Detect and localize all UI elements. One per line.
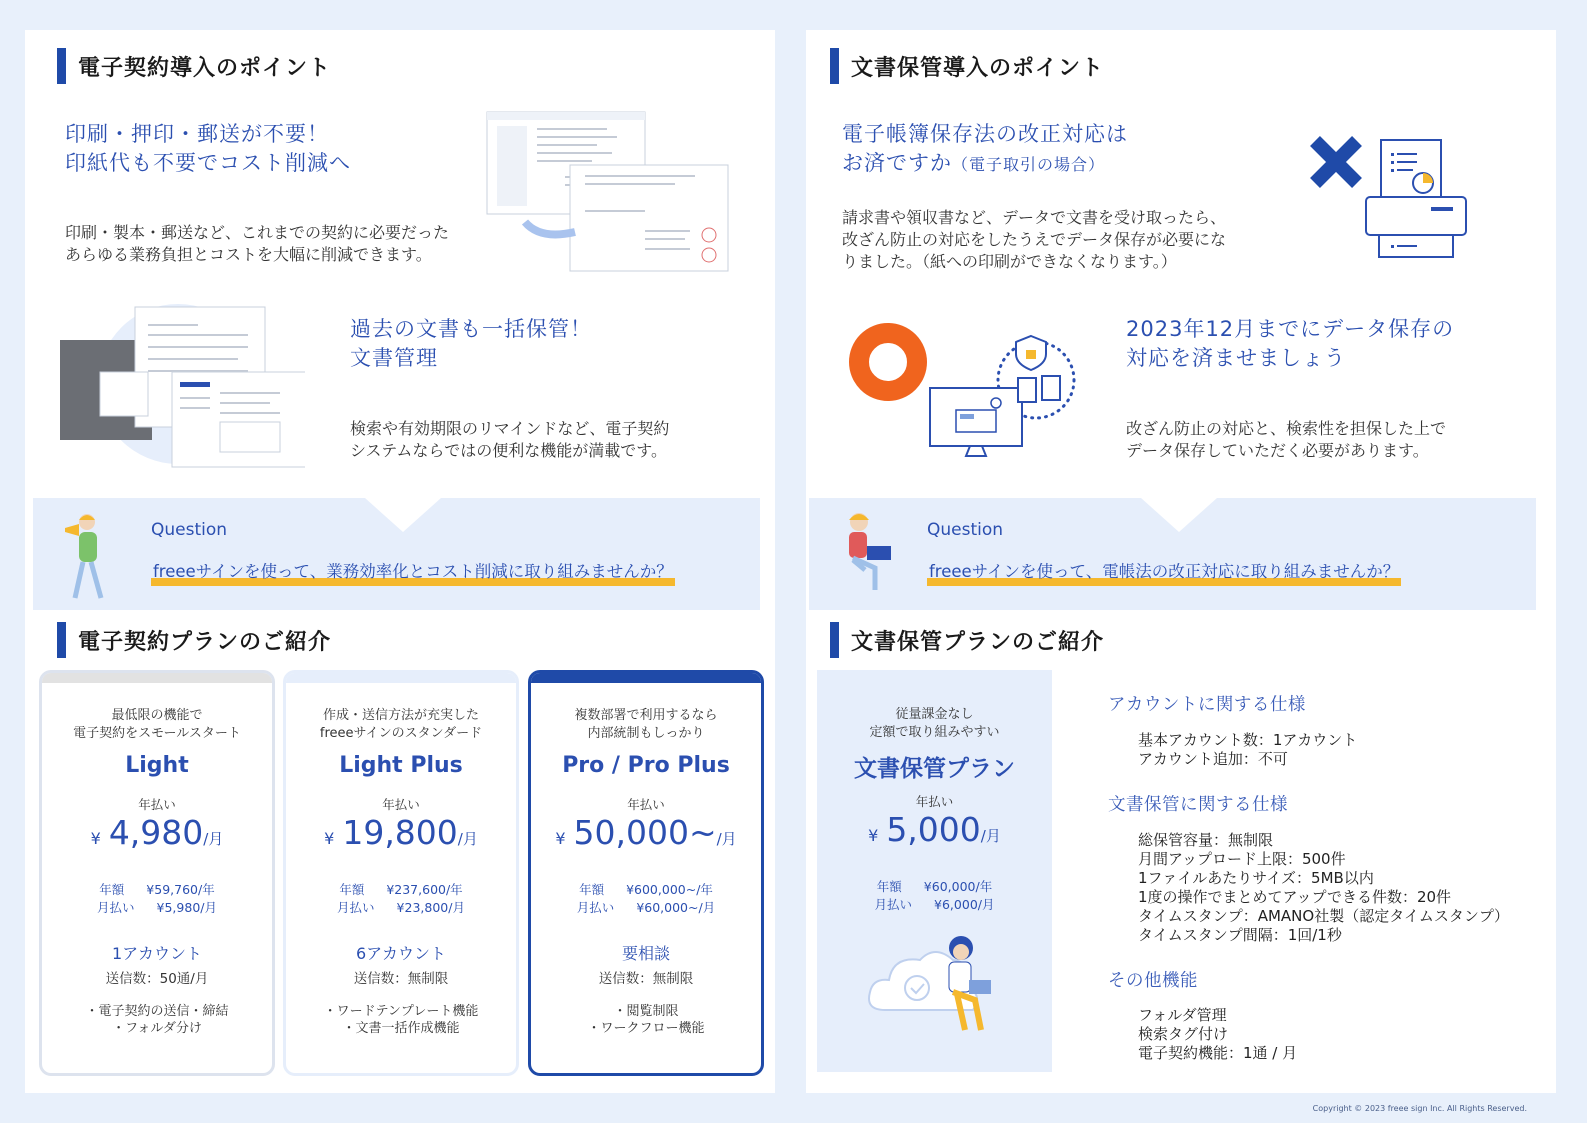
plan-card-pro: 複数部署で利用するなら 内部統制もしっかり Pro / Pro Plus 年払い ¥ 50,000~/月 年額 ¥600,000~/年 月払い ¥60,000~/月 要相談 送信数：無制限 ・閲覧制限 ・ワークフロー機能 [528, 670, 764, 1076]
plan-name: 文書保管プラン [854, 756, 1015, 782]
copyright: Copyright © 2023 freee sign Inc. All Rights Reserved. [1312, 1104, 1527, 1113]
point-body: 改ざん防止の対応と、検索性を担保した上で データ保存していただく必要があります。 [1126, 419, 1447, 460]
question-label: Question [151, 520, 228, 540]
spec-heading: アカウントに関する仕様 [1108, 695, 1306, 715]
question-box [33, 498, 760, 610]
point-body: 検索や有効期限のリマインドなど、電子契約 システムならではの便利な機能が満載です。 [350, 419, 670, 460]
plan-card-light-plus: 作成・送信方法が充実した freeeサインのスタンダード Light Plus 年払い ¥ 19,800/月 年額 ¥237,600/年 月払い ¥23,800/月 6アカウント 送信数：無制限 ・ワードテンプレート機能 ・文書一括作成機能 [283, 670, 519, 1076]
question-text: freeeサインを使って、業務効率化とコスト削減に取り組みませんか？ [151, 558, 675, 586]
point-body: 請求書や領収書など、データで文書を受け取ったら、 改ざん防止の対応をしたうえでデータ保存が必要にな りました。（紙への印刷ができなくなります。） [842, 208, 1227, 271]
question-box [809, 498, 1536, 610]
left-panel [25, 30, 775, 1093]
right-panel [806, 30, 1556, 1093]
point-heading: 印刷・押印・郵送が不要！ 印紙代も不要でコスト削減へ [65, 122, 351, 175]
spec-list: 総保管容量：無制限 月間アップロード上限：500件 1ファイルあたりサイズ：5MB以内 1度の操作でまとめてアップできる件数：20件 タイムスタンプ：AMANO社製（認定タイムスタンプ） タイムスタンプ間隔：1回/1秒 [1138, 831, 1510, 944]
person-laptop-illustration [843, 510, 898, 595]
storage-plan-card: 従量課金なし 定額で取り組みやすい 文書保管プラン 年払い ¥ 5,000/月 年額 ¥60,000/年 月払い ¥6,000/月 [817, 670, 1052, 1072]
point-heading: 電子帳簿保存法の改正対応は お済ですか（電子取引の場合） [842, 122, 1128, 175]
plan-name: Pro / Pro Plus [562, 753, 730, 778]
spec-heading: 文書保管に関する仕様 [1108, 795, 1288, 815]
circle-ok-icon [848, 322, 928, 402]
point-heading: 過去の文書も一括保管！ 文書管理 [350, 317, 592, 370]
plan-name: Light [125, 753, 189, 778]
document-manager-illustration [60, 302, 305, 472]
section-title: 電子契約導入のポイント [57, 48, 331, 84]
point-body: 印刷・製本・郵送など、これまでの契約に必要だった あらゆる業務負担とコストを大幅に削減できます。 [65, 223, 450, 264]
plan-price: ¥ 19,800/月 [324, 813, 478, 852]
section-title: 文書保管導入のポイント [830, 48, 1104, 84]
plan-price: ¥ 5,000/月 [868, 810, 1001, 849]
section-title: 電子契約プランのご紹介 [57, 622, 331, 658]
question-label: Question [927, 520, 1004, 540]
plan-card-light: 最低限の機能で 電子契約をスモールスタート Light 年払い ¥ 4,980/月 年額 ¥59,760/年 月払い ¥5,980/月 1アカウント 送信数：50通/月 ・電子契約の送信・締結 ・フォルダ分け [39, 670, 275, 1076]
person-megaphone-illustration [57, 510, 117, 605]
printer-icon [1361, 135, 1471, 260]
point-heading: 2023年12月までにデータ保存の 対応を済ませましょう [1126, 317, 1455, 370]
question-text: freeeサインを使って、電帳法の改正対応に取り組みませんか？ [927, 558, 1401, 586]
section-title: 文書保管プランのご紹介 [830, 622, 1104, 658]
plan-price: ¥ 4,980/月 [90, 813, 224, 852]
contract-screenshot-illustration [485, 110, 730, 275]
monitor-security-illustration [926, 328, 1086, 463]
cloud-person-illustration [865, 930, 1005, 1040]
plan-name: Light Plus [339, 753, 463, 778]
cross-icon [1309, 135, 1363, 189]
spec-heading: その他機能 [1108, 971, 1198, 991]
spec-list: 基本アカウント数：1アカウント アカウント追加：不可 [1138, 731, 1358, 768]
spec-list: フォルダ管理 検索タグ付け 電子契約機能：1通 / 月 [1138, 1006, 1298, 1062]
plan-price: ¥ 50,000~/月 [555, 813, 737, 852]
